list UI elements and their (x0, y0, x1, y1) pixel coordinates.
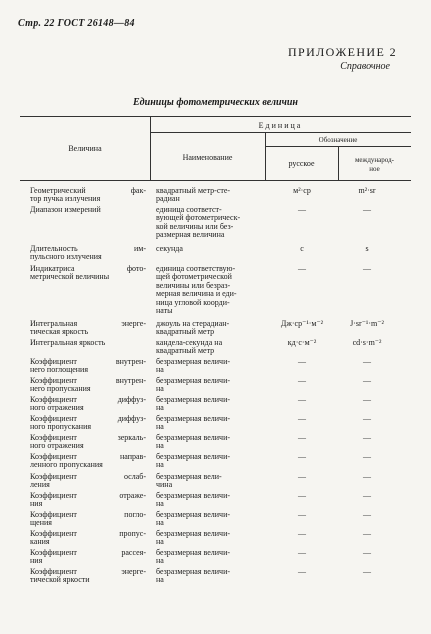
quantity-name (30, 511, 146, 528)
international-symbol: — (363, 452, 371, 461)
unit-name-line: размерная величина (156, 230, 225, 240)
quantity-name-line: ления (30, 480, 50, 490)
russian-symbol: Дж·ср⁻¹·м⁻² (280, 319, 324, 328)
russian-symbol: — (298, 567, 306, 576)
quantity-name-line: Коэффициент погло- (30, 510, 146, 519)
russian-symbol: — (298, 357, 306, 366)
quantity-name (30, 377, 146, 394)
table-head-bottom-rule (20, 180, 411, 181)
unit-name-line: чина (156, 480, 173, 490)
international-symbol: — (363, 529, 371, 538)
appendix-title: ПРИЛОЖЕНИЕ 2 (287, 45, 397, 59)
quantity-name-line: Интегральная энерге- (30, 319, 146, 328)
international-symbol: — (363, 567, 371, 576)
russian-symbol: — (298, 452, 306, 461)
unit-name (156, 530, 264, 547)
header-international-line-2: ное (369, 165, 380, 173)
quantity-name-line: ния (30, 499, 43, 509)
unit-name-line: единица соответствую- (156, 264, 236, 273)
quantity-name-line: Геометрический фак- (30, 186, 146, 195)
unit-name-line: квадратный метр (156, 327, 215, 337)
russian-symbol: кд·с·м⁻² (287, 338, 317, 347)
unit-name-line: на (156, 575, 164, 585)
unit-name-line: безразмерная величи- (156, 567, 231, 576)
quantity-name-line: Коэффициент отраже- (30, 491, 146, 500)
header-international-line-1: международ- (355, 156, 394, 164)
unit-name (156, 377, 264, 394)
unit-name (156, 245, 264, 253)
quantity-name-line: кания (30, 537, 50, 547)
russian-symbol: — (298, 395, 306, 404)
unit-name-line: наты (156, 306, 173, 316)
header-name: Наименование (182, 153, 233, 162)
quantity-name-line: тической яркости (30, 575, 90, 585)
table-title: Единицы фотометрических величин (133, 97, 298, 108)
international-symbol: — (363, 414, 371, 423)
quantity-name-line: Коэффициент пропус- (30, 529, 146, 538)
quantity-name (30, 530, 146, 547)
international-symbol: J·sr⁻¹·m⁻² (350, 319, 384, 328)
quantity-name (30, 549, 146, 566)
unit-name (156, 511, 264, 528)
russian-symbol: — (298, 472, 306, 481)
quantity-name-line: Коэффициент зеркаль- (30, 433, 146, 442)
russian-symbol: — (298, 205, 306, 214)
unit-name (156, 568, 264, 585)
quantity-name-line: Коэффициент внутрен- (30, 357, 146, 366)
unit-name-line: на (156, 518, 164, 528)
unit-name-line: безразмерная величи- (156, 357, 231, 366)
quantity-name-line: Коэффициент энерге- (30, 567, 146, 576)
unit-name-line: безразмерная величи- (156, 529, 231, 538)
quantity-name-line: ленного пропускания (30, 460, 103, 470)
international-symbol: — (363, 395, 371, 404)
international-symbol: — (363, 491, 371, 500)
appendix-subtitle: Справочное (340, 61, 390, 72)
quantity-name-line: тор пучка излучения (30, 194, 101, 204)
unit-name (156, 339, 264, 356)
page-header: Стр. 22 ГОСТ 26148—84 (18, 18, 135, 29)
unit-name-line: на (156, 441, 164, 451)
quantity-name (30, 320, 146, 337)
unit-name-line: на (156, 556, 164, 566)
unit-name (156, 206, 264, 240)
header-quantity: Величина (68, 144, 102, 153)
unit-name-line: безразмерная вели- (156, 472, 222, 481)
quantity-name (30, 492, 146, 509)
unit-name (156, 415, 264, 432)
international-symbol: — (363, 433, 371, 442)
russian-symbol: м²·ср (293, 186, 311, 195)
russian-symbol: — (298, 376, 306, 385)
quantity-name (30, 473, 146, 490)
quantity-name-line: пульсного излучения (30, 252, 102, 262)
quantity-name (30, 434, 146, 451)
international-symbol: — (363, 264, 371, 273)
unit-name-line: на (156, 499, 164, 509)
unit-name-line: мерная величина и еди- (156, 289, 237, 299)
header-unit: Единица (258, 121, 303, 130)
russian-symbol: — (298, 510, 306, 519)
quantity-name (30, 396, 146, 413)
unit-name-line: безразмерная величи- (156, 433, 231, 442)
quantity-name-line: ного отражения (30, 403, 84, 413)
unit-name-line: безразмерная величи- (156, 510, 231, 519)
quantity-name (30, 415, 146, 432)
quantity-name-line: Коэффициент рассея- (30, 548, 146, 557)
unit-name-line: на (156, 384, 164, 394)
international-symbol: — (363, 205, 371, 214)
unit-name (156, 434, 264, 451)
quantity-name-line: тическая яркость (30, 327, 89, 337)
quantity-name-line: ния (30, 556, 43, 566)
unit-name-line: секунда (156, 244, 183, 253)
quantity-name-line: Длительность им- (30, 244, 146, 253)
quantity-name-line: Индикатриса фото- (30, 264, 146, 273)
unit-name-line: квадратный метр-сте- (156, 186, 231, 195)
quantity-name (30, 358, 146, 375)
unit-name-line: кандела-секунда на (156, 338, 223, 347)
international-symbol: — (363, 548, 371, 557)
international-symbol: — (363, 376, 371, 385)
unit-name-line: безразмерная величи- (156, 395, 231, 404)
header-russian: русское (288, 159, 315, 168)
international-symbol: m²·sr (358, 186, 376, 195)
quantity-name (30, 265, 146, 282)
unit-name-line: радиан (156, 194, 180, 204)
unit-name-line: безразмерная величи- (156, 376, 231, 385)
quantity-name (30, 245, 146, 262)
table-top-rule (20, 116, 411, 117)
unit-name (156, 492, 264, 509)
unit-name (156, 453, 264, 470)
russian-symbol: — (298, 529, 306, 538)
unit-name-line: безразмерная величи- (156, 491, 231, 500)
unit-name-line: вующей фотометрическ- (156, 213, 241, 223)
unit-name-line: кой величины или без- (156, 221, 234, 231)
international-symbol: cd·s·m⁻² (352, 338, 382, 347)
quantity-name (30, 453, 146, 470)
quantity-name (30, 187, 146, 204)
unit-group-rule (150, 132, 411, 133)
unit-name-line: на (156, 365, 164, 375)
unit-name-line: безразмерная величи- (156, 548, 231, 557)
unit-name (156, 549, 264, 566)
unit-name-line: на (156, 403, 164, 413)
international-symbol: — (363, 357, 371, 366)
quantity-name-line: щения (30, 518, 52, 528)
quantity-name-line: Интегральная яркость (30, 338, 106, 347)
unit-name-line: ница угловой коорди- (156, 297, 230, 307)
russian-symbol: — (298, 491, 306, 500)
russian-symbol: — (298, 264, 306, 273)
international-symbol: s (365, 244, 369, 253)
russian-symbol: с (300, 244, 304, 253)
header-designation: Обозначение (318, 136, 358, 144)
quantity-name-line: Диапазон измерений (30, 205, 101, 214)
international-symbol: — (363, 472, 371, 481)
unit-name-line: на (156, 537, 164, 547)
quantity-name-line: Коэффициент диффуз- (30, 395, 146, 404)
unit-name (156, 265, 264, 315)
unit-name-line: величины или безраз- (156, 280, 231, 290)
unit-name-line: единица соответст- (156, 205, 222, 214)
unit-name-line: джоуль на стерадиан- (156, 319, 230, 328)
header-international (338, 156, 411, 174)
international-symbol: — (363, 510, 371, 519)
quantity-name-line: Коэффициент внутрен- (30, 376, 146, 385)
unit-name-line: безразмерная величи- (156, 414, 231, 423)
unit-name (156, 187, 264, 204)
quantity-name-line: него поглощения (30, 365, 89, 375)
unit-name-line: квадратный метр (156, 346, 215, 356)
unit-name-line: щей фотометрической (156, 272, 232, 282)
russian-symbol: — (298, 548, 306, 557)
unit-name (156, 320, 264, 337)
russian-symbol: — (298, 433, 306, 442)
quantity-name-line: Коэффициент диффуз- (30, 414, 146, 423)
unit-name-line: безразмерная величи- (156, 452, 231, 461)
unit-name-line: на (156, 422, 164, 432)
unit-name (156, 396, 264, 413)
quantity-name (30, 568, 146, 585)
quantity-name-line: Коэффициент ослаб- (30, 472, 146, 481)
unit-name (156, 358, 264, 375)
quantity-name (30, 206, 146, 214)
quantity-name-line: Коэффициент направ- (30, 452, 146, 461)
quantity-name-line: метрической величины (30, 272, 110, 282)
russian-symbol: — (298, 414, 306, 423)
quantity-name-line: ного пропускания (30, 422, 92, 432)
quantity-name-line: ного отражения (30, 441, 84, 451)
quantity-name-line: него пропускания (30, 384, 91, 394)
quantity-name (30, 339, 146, 347)
unit-name-line: на (156, 460, 164, 470)
unit-name (156, 473, 264, 490)
